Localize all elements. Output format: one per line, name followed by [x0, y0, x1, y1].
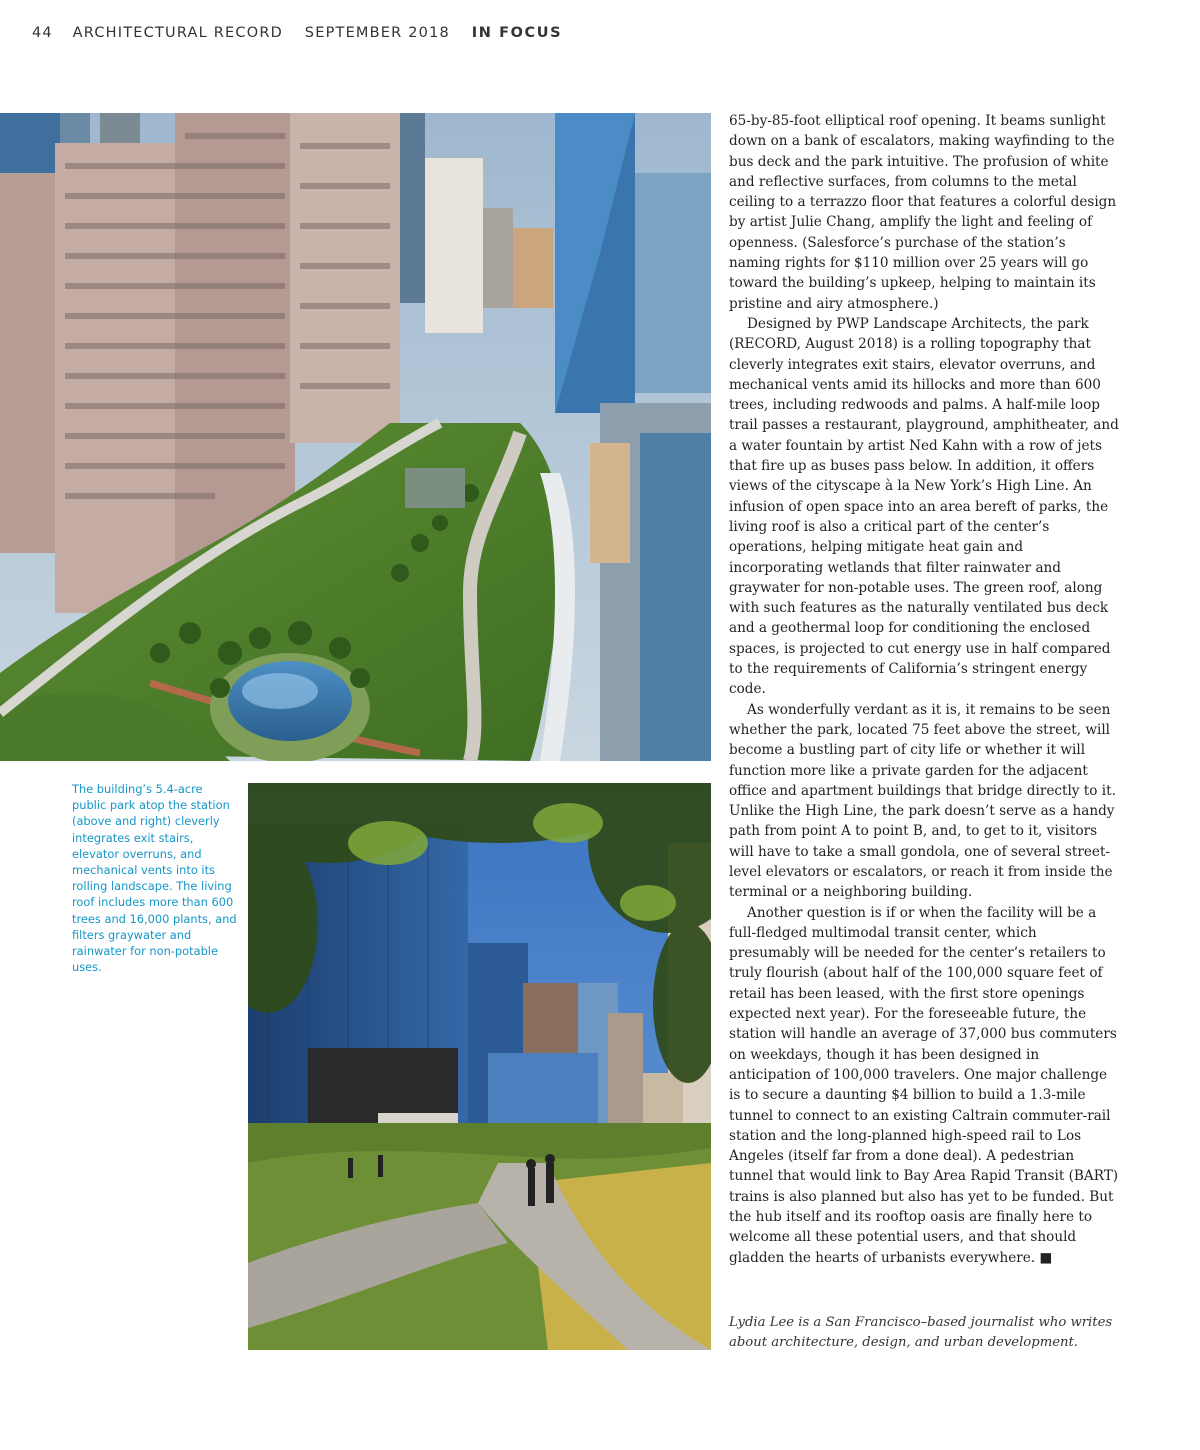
article-paragraph-2: Designed by PWP Landscape Architects, the park (RECORD, August 2018) is a rolling topography that cleverly integrates exit stairs, elevator overruns, and mechanical vents amid its hillocks and more than 600 trees, including redwoods and palms. A half-mile loop trail passes a restaurant, playground, amphitheater, and a water fountain by artist Ned Kahn with a row of jets that fire up as buses pass below. In addition, it offers views of the cityscape à la New York’s High Line. An infusion of open space into an area bereft of parks, the living roof is also a critical part of the center’s operations, helping mitigate heat gain and incorporating wetlands that filter rainwater and graywater for non-potable uses. The green roof, along with such features as the naturally ventilated bus deck and a geothermal loop for conditioning the enclosed spaces, is projected to cut energy use in half compared to the requirements of California’s stringent energy code.: [729, 315, 1119, 698]
magazine-name: ARCHITECTURAL RECORD: [72, 25, 283, 41]
page-number: 44: [32, 25, 53, 41]
photo-caption: The building’s 5.4-acre public park atop the station (above and right) cleverly integrates exit stairs, elevator overruns, and mechanical vents into its rolling landscape. The living roof includes more than 600 trees and 16,000 plants, and filters graywater and rainwater for non-potable uses.: [72, 782, 237, 975]
rooftop-park-aerial-photo: [0, 113, 711, 761]
article-body: [729, 111, 1119, 1268]
article-paragraph-4: [729, 903, 1119, 1268]
running-header: [32, 25, 562, 41]
section-name: IN FOCUS: [471, 25, 563, 41]
article-paragraph-1: 65-by-85-foot elliptical roof opening. It beams sunlight down on a bank of escalators, making wayfinding to the bus deck and the park intuitive. The profusion of white and reflective surfaces, from columns to the metal ceiling to a terrazzo floor that features a colorful design by artist Julie Chang, amplify the light and feeling of openness. (Salesforce’s purchase of the station’s naming rights for $110 million over 25 years will go toward the building’s upkeep, helping to maintain its pristine and airy atmosphere.): [729, 113, 1117, 312]
author-bio: Lydia Lee is a San Francisco–based journalist who writes about architecture, design, and urban development.: [729, 1315, 1113, 1350]
article-paragraph-4-text: Another question is if or when the facility will be a full-fledged multimodal transit center, which presumably will be needed for the center’s retailers to truly flourish (about half of the 100,000 square feet of retail has been leased, with the first store openings expected next year). For the foreseeable future, the station will handle an average of 37,000 bus commuters on weekdays, though it has been designed in anticipation of 100,000 travelers. One major challenge is to secure a daunting $4 billion to build a 1.3-mile tunnel to connect to an existing Caltrain commuter-rail station and the long-planned high-speed rail to Los Angeles (itself far from a done deal). A pedestrian tunnel that would link to Bay Area Rapid Transit (BART) trains is also planned but also has yet to be funded. But the hub itself and its rooftop oasis are finally here to welcome all these potential users, and that should gladden the hearts of urbanists everywhere.: [729, 904, 1119, 1266]
end-mark: ■: [1039, 1249, 1053, 1266]
article-paragraph-3: As wonderfully verdant as it is, it remains to be seen whether the park, located 75 feet above the street, will become a bustling part of city life or whether it will function more like a private garden for the adjacent office and apartment buildings that bridge directly to it. Unlike the High Line, the park doesn’t serve as a handy path from point A to point B, and, to get to it, visitors will have to take a small gondola, one of several street-level elevators or escalators, or reach it from inside the terminal or a neighboring building.: [729, 701, 1116, 901]
park-walkway-photo: [248, 783, 711, 1350]
issue-date: SEPTEMBER 2018: [304, 25, 450, 41]
